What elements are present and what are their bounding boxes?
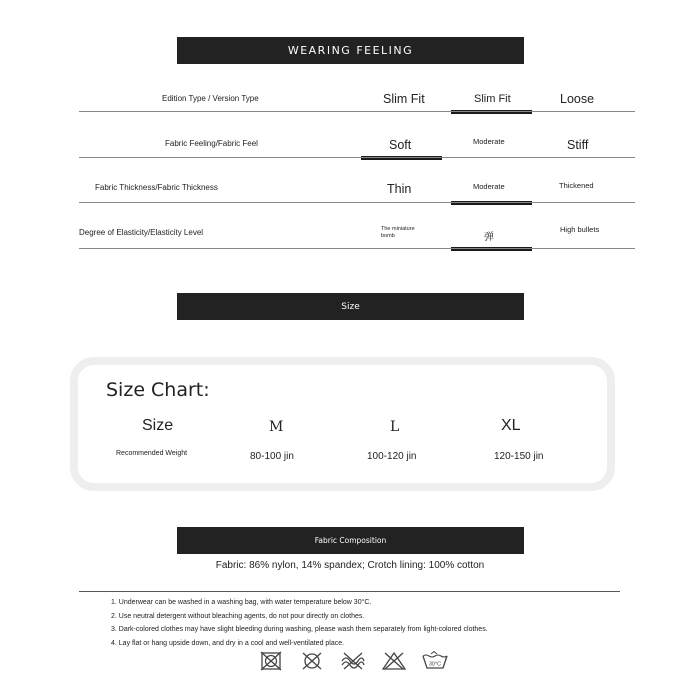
size-xl-header: XL xyxy=(501,417,521,434)
attr-row-edition-type xyxy=(79,72,635,112)
care-instruction-item: 1. Underwear can be washed in a washing bag, with water temperature below 30°C. xyxy=(111,599,372,606)
wearing-feeling-banner xyxy=(177,37,524,64)
row-divider xyxy=(79,202,635,203)
do-not-bleach-icon xyxy=(381,651,407,671)
option-slim-fit-selected: Slim Fit xyxy=(474,93,511,105)
size-title: Size xyxy=(341,301,360,312)
attr-label-edition-type: Edition Type / Version Type xyxy=(162,94,259,103)
fabric-composition-text: Fabric: 86% nylon, 14% spandex; Crotch lining: 100% cotton xyxy=(215,560,485,571)
attr-label-elasticity: Degree of Elasticity/Elasticity Level xyxy=(79,228,204,237)
weight-m-value: 80-100 jin xyxy=(250,451,294,462)
option-moderate: Moderate xyxy=(473,137,505,146)
size-column-header: Size xyxy=(142,417,174,434)
care-instructions xyxy=(111,596,488,650)
row-divider xyxy=(79,111,635,112)
option-soft-selected: Soft xyxy=(389,138,412,152)
option-miniature-bomb: The miniature bomb xyxy=(381,226,415,239)
size-chart-card xyxy=(70,357,615,491)
option-high-bullets: High bullets xyxy=(560,225,600,234)
care-instruction-item: 2. Use neutral detergent without bleaching agents, do not pour directly on clothes. xyxy=(111,612,365,620)
option-thin: Thin xyxy=(387,182,412,196)
attr-row-fabric-thickness xyxy=(79,163,635,203)
option-loose: Loose xyxy=(560,92,595,106)
size-banner xyxy=(177,293,524,320)
option-moderate-selected: Moderate xyxy=(473,182,505,191)
row-divider xyxy=(79,157,635,158)
size-l-header: L xyxy=(390,419,400,435)
do-not-wring-icon xyxy=(340,651,366,671)
hand-wash-temp-label: 30°C xyxy=(428,661,442,668)
option-slim-fit: Slim Fit xyxy=(383,92,425,106)
do-not-dry-clean-icon xyxy=(299,651,325,671)
attr-row-fabric-feel xyxy=(79,118,635,158)
care-divider xyxy=(79,591,620,592)
attr-label-fabric-thickness: Fabric Thickness/Fabric Thickness xyxy=(95,183,218,192)
wearing-feeling-title: WEARING FEELING xyxy=(287,44,414,57)
recommended-weight-label: Recommended Weight xyxy=(116,450,188,457)
option-elastic-selected: 弹 xyxy=(484,232,494,243)
care-icons-row xyxy=(258,651,448,671)
fabric-composition-title: Fabric Composition xyxy=(314,536,387,545)
row-divider xyxy=(79,248,635,249)
weight-l-value: 100-120 jin xyxy=(367,451,417,462)
option-thickened: Thickened xyxy=(559,181,594,190)
option-stiff: Stiff xyxy=(567,138,589,152)
fabric-composition-banner xyxy=(177,527,524,554)
weight-xl-value: 120-150 jin xyxy=(494,451,544,462)
size-chart-title: Size Chart: xyxy=(106,379,210,401)
attr-row-elasticity xyxy=(79,209,635,249)
size-m-header: M xyxy=(269,419,284,435)
hand-wash-30-icon xyxy=(422,651,448,671)
attr-label-fabric-feel: Fabric Feeling/Fabric Feel xyxy=(165,139,258,148)
care-instruction-item: 4. Lay flat or hang upside down, and dry in a cool and well-ventilated place. xyxy=(111,639,345,647)
do-not-tumble-dry-icon xyxy=(258,651,284,671)
care-instruction-item: 3. Dark-colored clothes may have slight bleeding during washing, please wash them separately from light-colored clothes. xyxy=(111,626,488,633)
